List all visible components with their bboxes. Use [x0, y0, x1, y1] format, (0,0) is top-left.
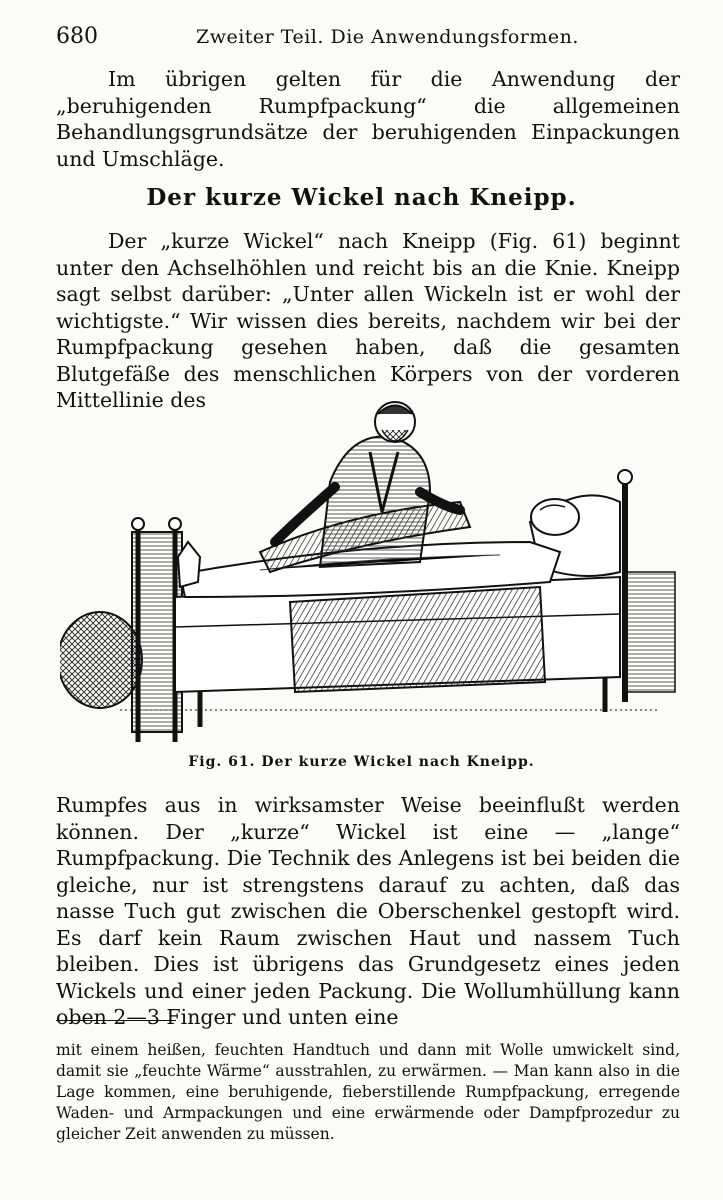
paragraph-2: Der „kurze Wickel“ nach Kneipp (Fig. 61) beginnt unter den Achselhöhlen und reicht bis an die Knie. Kneipp sagt selbst darüber: „Unter allen Wickeln ist er wohl der wichtigste.“ Wir wissen dies bereits, nachdem wir bei der Rumpfpackung gesehen haben, daß die gesamten Blutgefäße des menschlichen Körpers von der vorderen Mittellinie des — [56, 229, 680, 412]
running-head: Zweiter Teil. Die Anwendungsformen. — [196, 26, 579, 48]
blanket — [290, 587, 545, 692]
footnote-divider — [56, 1020, 176, 1021]
bundle — [60, 612, 142, 708]
figure-caption: Fig. 61. Der kurze Wickel nach Kneipp. — [188, 754, 535, 770]
footnote: mit einem heißen, feuchten Handtuch und dann mit Wolle umwickelt sind, damit sie „feuchte Wärme“ ausstrahlen, zu erwärmen. — Man kann also in die Lage kommen, eine beruhigende, fieberstillende Rumpfpackung, erregende Waden- und Armpackungen und eine erwärmende oder Dampfprozedur zu gleicher Zeit anwenden zu müssen. — [56, 1041, 680, 1143]
paragraph-1: Im übrigen gelten für die Anwendung der „beruhigenden Rumpfpackung“ die allgemeinen Behandlungsgrundsätze der beruhigenden Einpackungen und Umschläge. — [56, 67, 680, 171]
wickel-illustration — [60, 392, 680, 752]
page-number: 680 — [56, 24, 98, 49]
figure-illustration — [60, 392, 680, 752]
paragraph-3: Rumpfes aus in wirksamster Weise beeinflußt werden können. Der „kurze“ Wickel ist eine — „lange“ Rumpfpackung. Die Technik des Anlegens ist bei beiden die gleiche, nur ist strengstens darauf zu achten, daß das nasse Tuch gut zwischen die Oberschenkel gestopft wird. Es darf kein Raum zwischen Haut und nassem Tuch bleiben. Dies ist übrigens das Grundgesetz eines jeden Wickels und einer jeden Packung. Die Wollumhüllung kann oben 2—3 Finger und unten eine — [56, 793, 680, 1029]
section-heading: Der kurze Wickel nach Kneipp. — [146, 184, 577, 211]
page-header — [56, 24, 683, 54]
doctor-body — [320, 437, 430, 567]
